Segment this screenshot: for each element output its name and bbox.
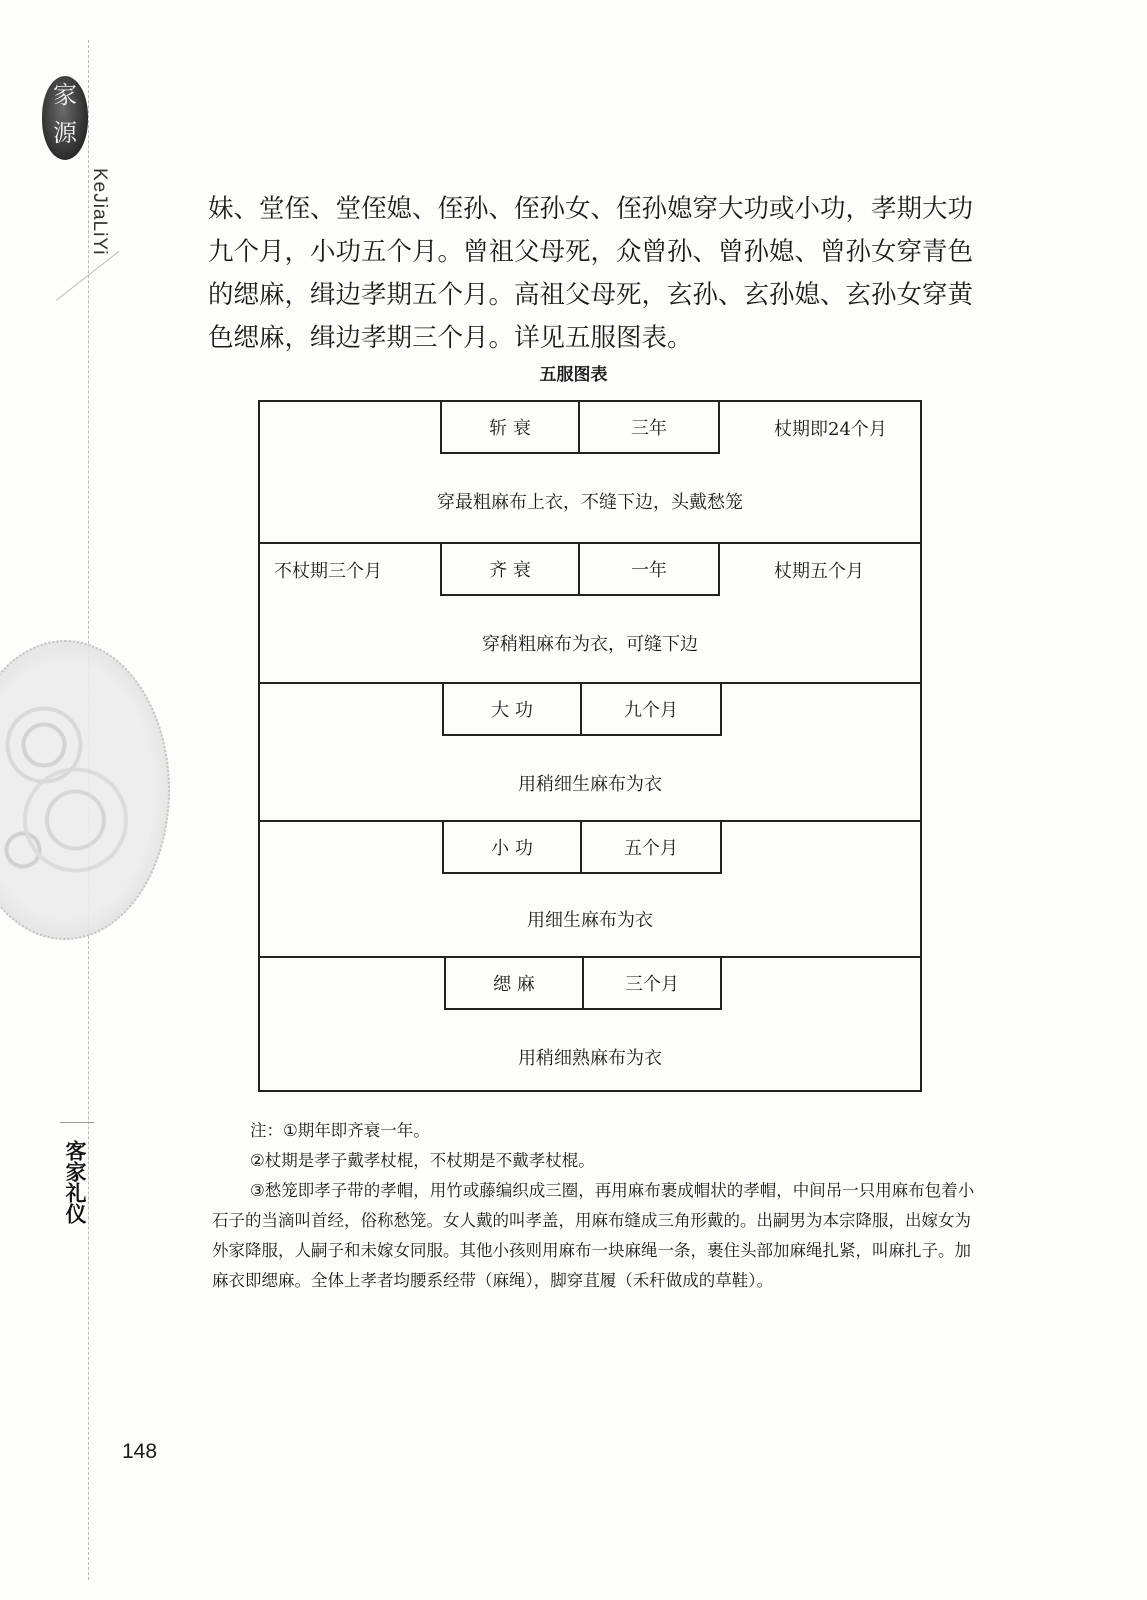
note-1: 注：①期年即齐衰一年。: [250, 1121, 430, 1140]
table-row: [260, 956, 920, 1092]
right-note: 杖期即24个月: [774, 419, 887, 440]
row-description: 穿最粗麻布上衣，不缝下边，头戴愁笼: [437, 492, 743, 513]
row-description: 穿稍粗麻布为衣，可缝下边: [482, 634, 698, 655]
row-description: 用稍细熟麻布为衣: [518, 1048, 662, 1069]
table-row: [260, 820, 920, 958]
seal-logo: [42, 76, 88, 160]
table-row: [260, 402, 920, 542]
page-number: 148: [122, 1440, 158, 1463]
table-title: 五服图表: [539, 365, 608, 385]
note-3: ③愁笼即孝子带的孝帽，用竹或藤编织成三圈，再用麻布裹成帽状的孝帽，中间吊一只用麻布包着小石子的当滴叫首经，俗称愁笼。女人戴的叫孝盖，用麻布缝成三角形戴的。出嗣男为本宗降服，出嫁女为外家降服，人嗣子和未嫁女同服。其他小孩则用麻布一块麻绳一条，裹住头部加麻绳扎紧，叫麻扎子。加麻衣即缌麻。全体上孝者均腰系经带（麻绳），脚穿苴履（禾秆做成的草鞋）。: [212, 1181, 975, 1290]
running-title-cn: 客家礼仪: [63, 1140, 87, 1224]
grade-cell: 大 功: [442, 684, 582, 736]
notes-section: [212, 1116, 976, 1296]
table-row: [260, 542, 920, 684]
running-title-en: KeJiaLiYi: [89, 168, 110, 256]
period-cell: 三年: [580, 402, 720, 454]
period-cell: 三个月: [584, 958, 722, 1010]
table-row: [260, 682, 920, 822]
divider-line: [60, 1122, 94, 1123]
wufu-table: [258, 400, 922, 1092]
grade-cell: 齐 衰: [440, 544, 580, 596]
ornament-ring: [0, 640, 170, 940]
period-cell: 五个月: [582, 822, 722, 874]
grade-cell: 斩 衰: [440, 402, 580, 454]
body-paragraph: 妹、堂侄、堂侄媳、侄孙、侄孙女、侄孙媳穿大功或小功，孝期大功九个月，小功五个月。曾祖父母死，众曾孙、曾孙媳、曾孙女穿青色的缌麻，缉边孝期五个月。高祖父母死，玄孙、玄孙媳、玄孙女穿黄色缌麻，缉边孝期三个月。详见五服图表。: [208, 194, 974, 353]
grade-cell: 小 功: [442, 822, 582, 874]
period-cell: 九个月: [582, 684, 722, 736]
grade-cell: 缌 麻: [444, 958, 584, 1010]
left-note: 不杖期三个月: [274, 561, 382, 582]
note-2: ②杖期是孝子戴孝杖棍，不杖期是不戴孝杖棍。: [250, 1151, 595, 1170]
period-cell: 一年: [580, 544, 720, 596]
row-description: 用稍细生麻布为衣: [518, 774, 662, 795]
seal-text: 家源: [53, 81, 77, 147]
row-description: 用细生麻布为衣: [527, 910, 653, 931]
right-note: 杖期五个月: [774, 561, 864, 582]
